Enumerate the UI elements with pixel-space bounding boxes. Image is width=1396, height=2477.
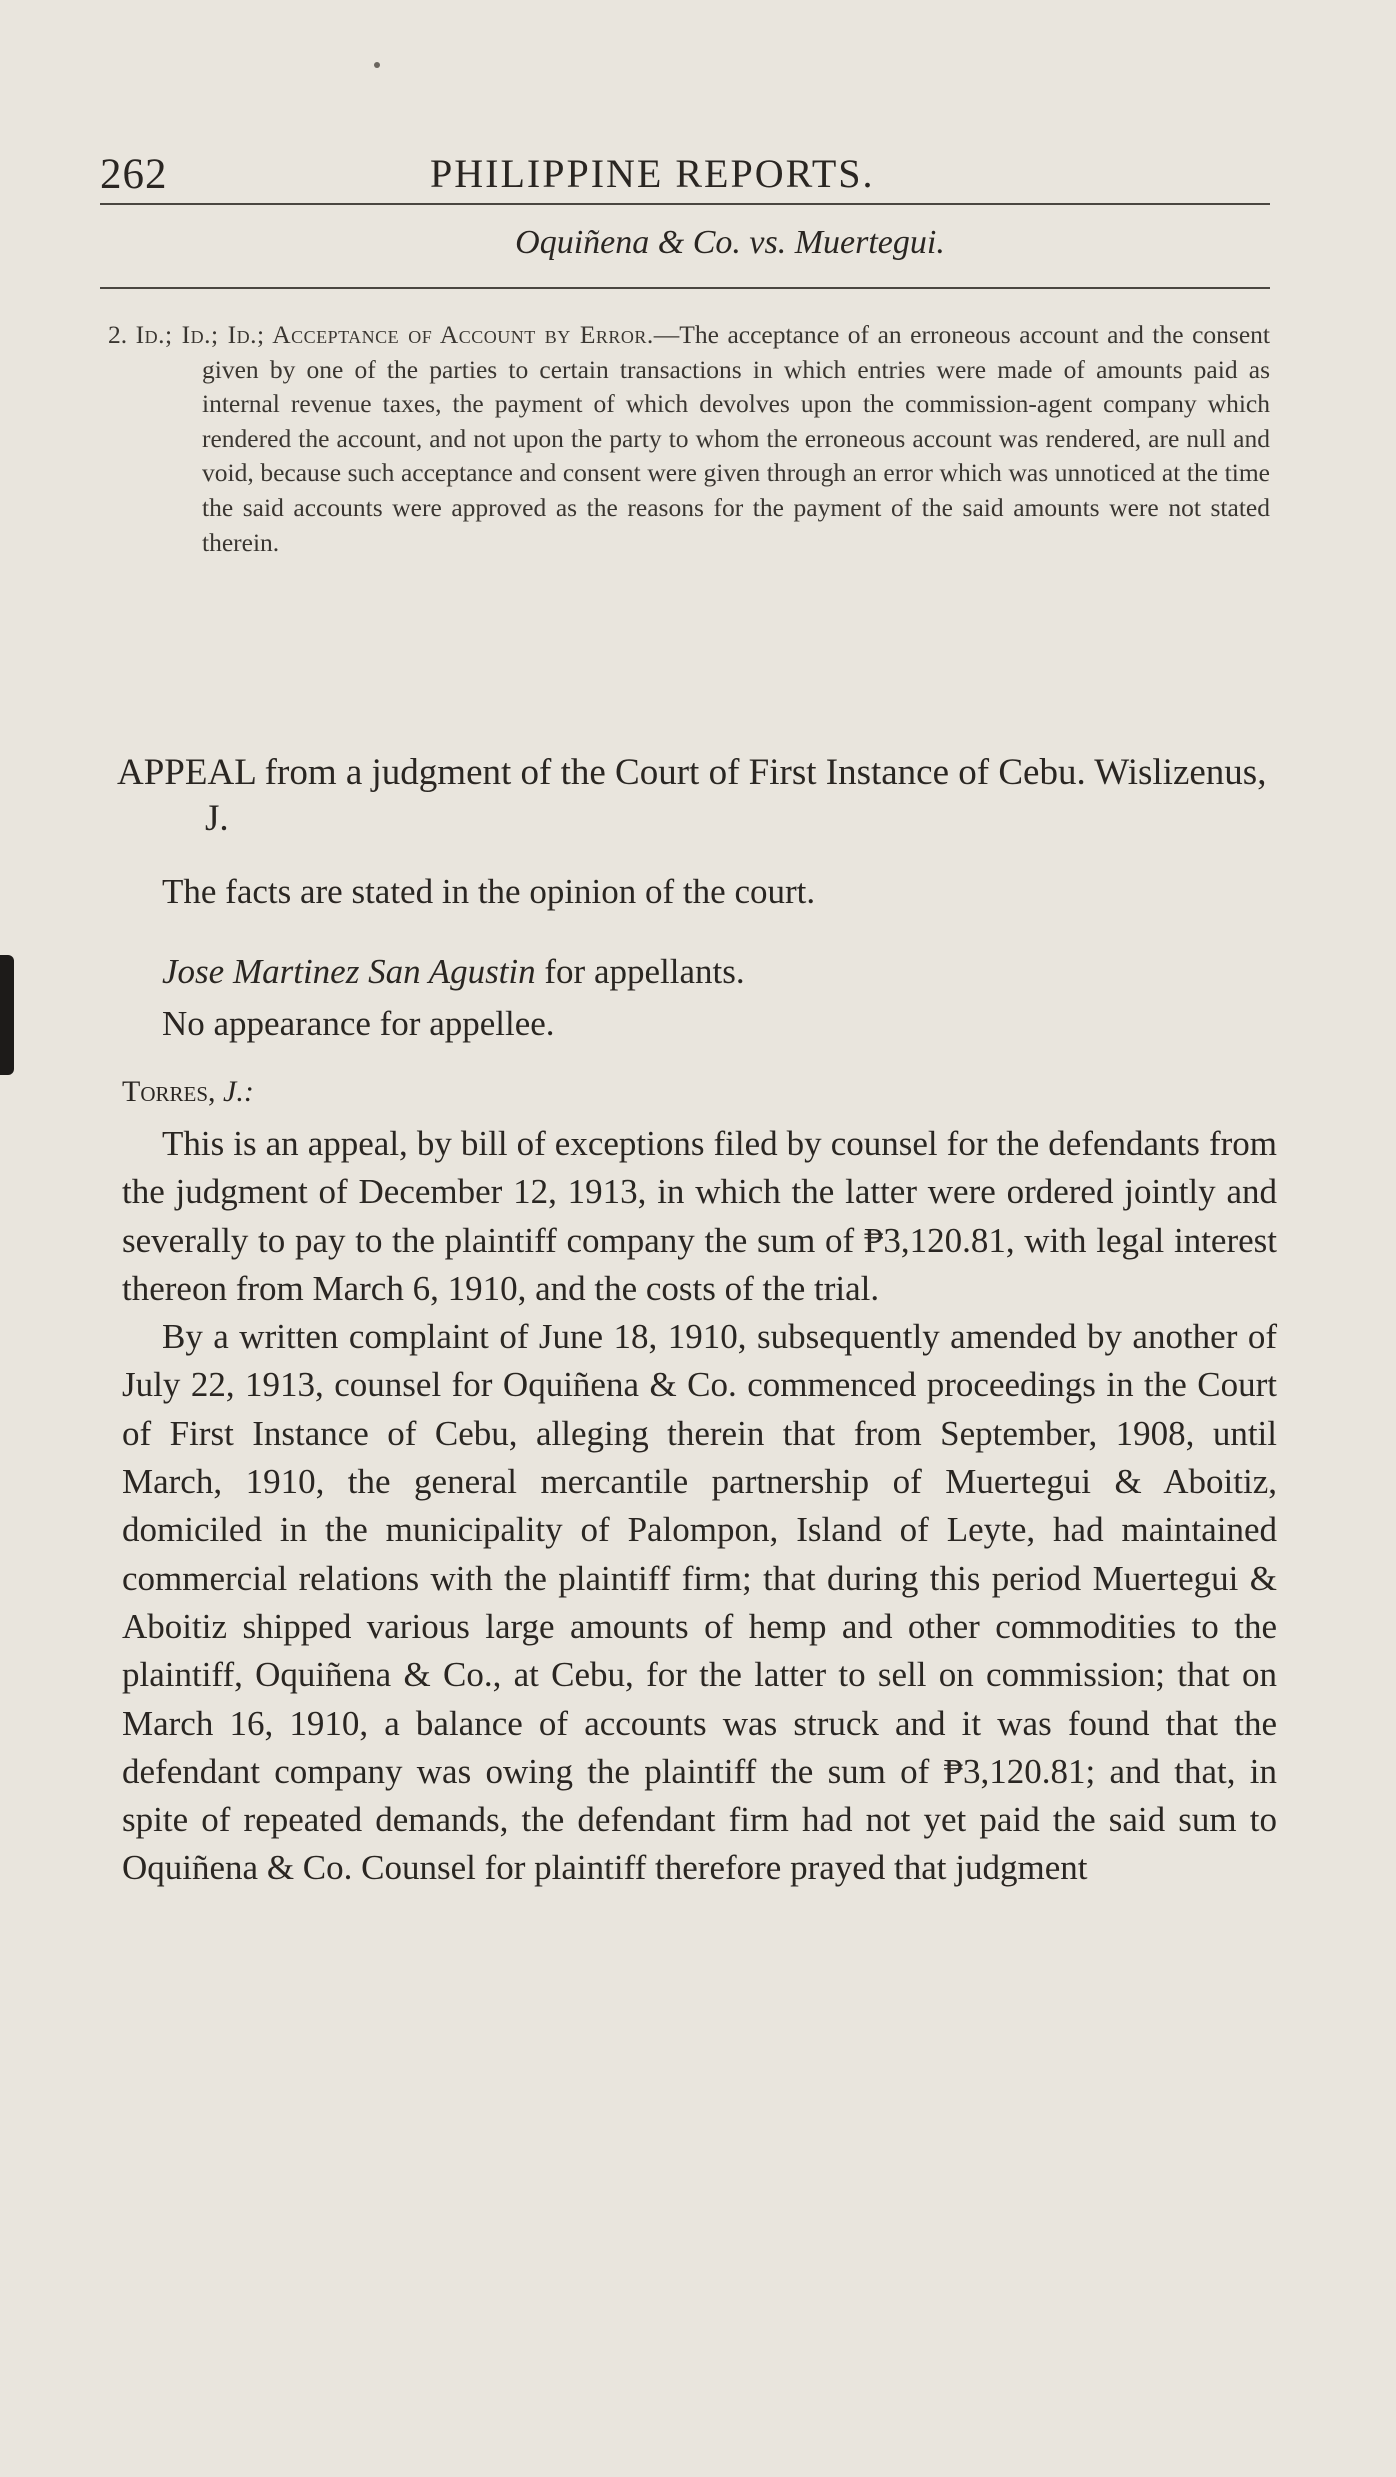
page-number: 262: [100, 151, 168, 198]
appellant-counsel-suffix: for appellants.: [535, 952, 745, 991]
counsel-appellee: No appearance for appellee.: [162, 1004, 555, 1043]
paper-speck: [374, 62, 380, 68]
opinion-author: [122, 1075, 254, 1109]
opinion-body: [122, 1120, 1277, 1893]
facts-statement: The facts are stated in the opinion of the court.: [162, 872, 816, 911]
syllabus-headnote: Id.; Id.; Id.; Acceptance of Account by Error.: [135, 320, 654, 349]
case-title: Oquiñena & Co. vs. Muertegui.: [515, 224, 945, 261]
syllabus-paragraph: [108, 318, 1270, 560]
title-rule: [100, 287, 1270, 289]
opinion-paragraph: This is an appeal, by bill of exceptions filed by counsel for the defendants from the judgment of December 12, 1913, in which the latter were ordered jointly and severally to pay to the plaintiff company the sum of ₱3,120.81, with legal interest thereon from March 6, 1910, and the costs of the trial.: [122, 1124, 1277, 1308]
syllabus-text: —The acceptance of an erroneous account and the consent given by one of the parties to certain transactions in which entries were made of amounts paid as internal revenue taxes, the payment of which devolves upon the commission-agent company which rendered the account, and not upon the party to whom the erroneous account was rendered, are null and void, because such acceptance and consent were given through an error which was unnoticed at the time the said accounts were approved as the reasons for the payment of the said amounts were not stated therein.: [202, 320, 1270, 557]
running-head: PHILIPPINE REPORTS.: [430, 151, 875, 196]
appellant-counsel-name: Jose Martinez San Agustin: [162, 952, 536, 991]
appeal-line: APPEAL from a judgment of the Court of First Instance of Cebu. Wislizenus, J.: [117, 752, 1267, 839]
binding-shadow: [0, 955, 14, 1075]
syllabus-number: 2.: [108, 320, 128, 349]
justice-suffix: J.:: [223, 1075, 254, 1108]
opinion-paragraph: By a written complaint of June 18, 1910, subsequently amended by another of July 22, 1913, counsel for Oquiñena & Co. commenced proceedings in the Court of First Instance of Cebu, alleging therein that from September, 1908, until March, 1910, the general mercantile partnership of Muertegui & Aboitiz, domiciled in the municipality of Palompon, Island of Leyte, had maintained commercial relations with the plaintiff firm; that during this period Muertegui & Aboitiz shipped various large amounts of hemp and other commodities to the plaintiff, Oquiñena & Co., at Cebu, for the latter to sell on commission; that on March 16, 1910, a balance of accounts was struck and it was found that the defendant company was owing the plaintiff the sum of ₱3,120.81; and that, in spite of repeated demands, the defendant firm had not yet paid the said sum to Oquiñena & Co. Counsel for plaintiff therefore prayed that judgment: [122, 1317, 1277, 1888]
justice-name: Torres,: [122, 1075, 224, 1108]
counsel-appellants: [162, 952, 745, 992]
header-rule: [100, 203, 1270, 205]
page-header: [100, 150, 1270, 210]
